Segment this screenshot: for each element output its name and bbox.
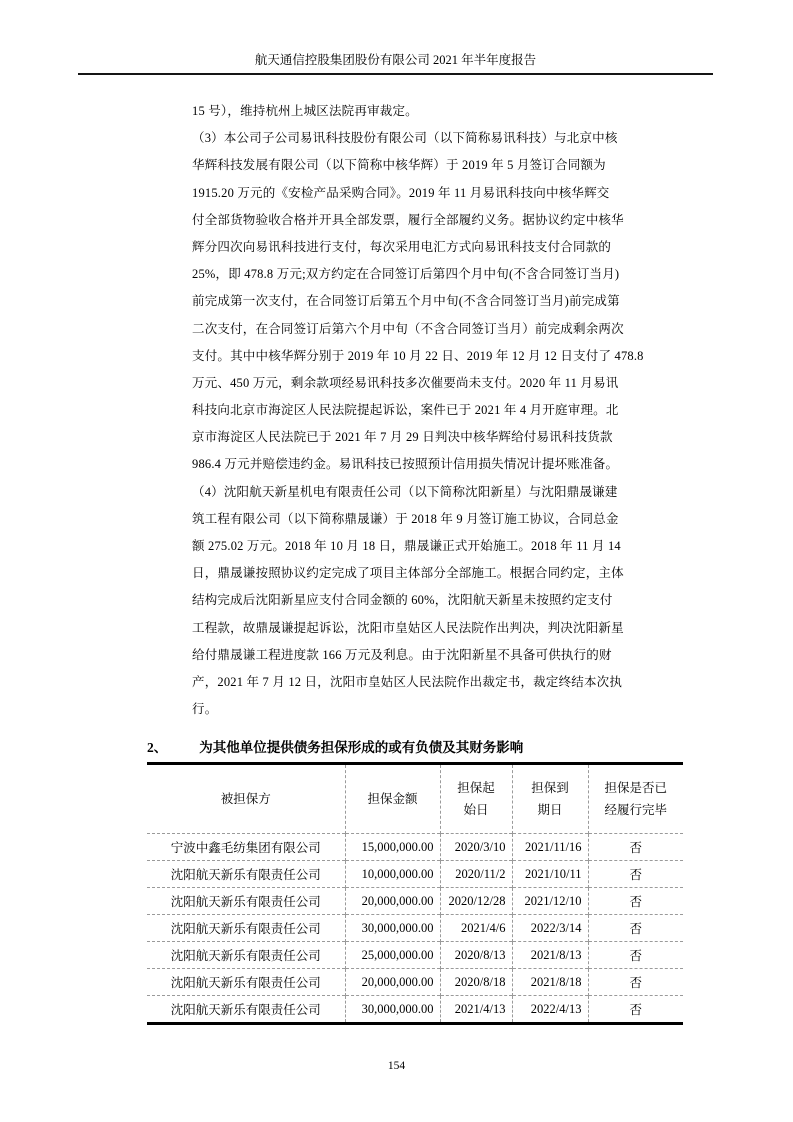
- text-line: 支付。其中中核华辉分别于 2019 年 10 月 22 日、2019 年 12 月 12 日支付了 478.8: [192, 348, 644, 363]
- table-cell: 2021/4/13: [440, 996, 512, 1024]
- text-line: 京市海淀区人民法院已于 2021 年 7 月 29 日判决中核华辉给付易讯科技货款: [192, 430, 613, 445]
- table-row: [147, 834, 683, 861]
- table-header-cell: 担保金额: [345, 764, 440, 834]
- table-cell: 沈阳航天新乐有限责任公司: [147, 861, 345, 888]
- report-header-title: 航天通信控股集团股份有限公司 2021 年半年度报告: [78, 52, 713, 75]
- table-cell: 2021/4/6: [440, 915, 512, 942]
- table-row: [147, 996, 683, 1024]
- table-cell: 否: [588, 915, 683, 942]
- section-heading: [147, 737, 683, 759]
- table-cell: 沈阳航天新乐有限责任公司: [147, 969, 345, 996]
- page-number: 154: [387, 1060, 406, 1072]
- table-cell: 否: [588, 942, 683, 969]
- section-title: 为其他单位提供债务担保形成的或有负债及其财务影响: [199, 740, 524, 755]
- table-header-cell: 担保是否已经履行完毕: [588, 764, 683, 834]
- text-line: 1915.20 万元的《安检产品采购合同》。2019 年 11 月易讯科技向中核华辉交: [192, 185, 610, 200]
- table-cell: 2021/11/16: [512, 834, 588, 861]
- table-cell: 2021/10/11: [512, 861, 588, 888]
- section-number: 2、: [147, 740, 168, 755]
- table-cell: 沈阳航天新乐有限责任公司: [147, 942, 345, 969]
- table-cell: 沈阳航天新乐有限责任公司: [147, 888, 345, 915]
- text-line: 前完成第一次支付，在合同签订后第五个月中旬(不含合同签订当月)前完成第: [192, 294, 620, 309]
- text-line: 筑工程有限公司（以下简称鼎晟谦）于 2018 年 9 月签订施工协议，合同总金: [192, 511, 619, 526]
- text-line: （4）沈阳航天新星机电有限责任公司（以下简称沈阳新星）与沈阳鼎晟谦建: [192, 484, 618, 499]
- table-cell: 否: [588, 969, 683, 996]
- table-cell: 20,000,000.00: [345, 888, 440, 915]
- table-cell: 否: [588, 996, 683, 1024]
- text-line: 额 275.02 万元。2018 年 10 月 18 日，鼎晟谦正式开始施工。2018 年 11 月 14: [192, 539, 621, 553]
- table-cell: 2022/4/13: [512, 996, 588, 1024]
- table-cell: 2021/12/10: [512, 888, 588, 915]
- table-cell: 30,000,000.00: [345, 915, 440, 942]
- text-line: 付全部货物验收合格并开具全部发票，履行全部履约义务。据协议约定中核华: [192, 212, 624, 227]
- table-cell: 2020/11/2: [440, 861, 512, 888]
- text-line: 行。: [192, 702, 218, 717]
- table-cell: 30,000,000.00: [345, 996, 440, 1024]
- body-text: [192, 98, 644, 723]
- text-line: 结构完成后沈阳新星应支付合同金额的 60%，沈阳航天新星未按照约定支付: [192, 593, 613, 608]
- text-line: 日，鼎晟谦按照协议约定完成了项目主体部分全部施工。根据合同约定，主体: [192, 566, 624, 581]
- table-header-cell: 被担保方: [220, 792, 271, 806]
- table-cell: 25,000,000.00: [345, 942, 440, 969]
- table-cell: 2020/3/10: [440, 834, 512, 861]
- table-body: [147, 834, 683, 1024]
- text-line: 华辉科技发展有限公司（以下简称中核华辉）于 2019 年 5 月签订合同额为: [192, 158, 606, 173]
- table-header-cell: 担保到期日: [512, 764, 588, 834]
- table-row: [147, 861, 683, 888]
- table-cell: 2021/8/18: [512, 969, 588, 996]
- table-header-cell: 担保起始日: [440, 764, 512, 834]
- table-cell: 2020/8/13: [440, 942, 512, 969]
- text-line: （3）本公司子公司易讯科技股份有限公司（以下简称易讯科技）与北京中核: [192, 131, 618, 146]
- text-line: 辉分四次向易讯科技进行支付，每次采用电汇方式向易讯科技支付合同款的: [192, 239, 612, 254]
- text-line: 25%，即 478.8 万元;双方约定在合同签订后第四个月中旬(不含合同签订当月): [192, 267, 620, 282]
- table-cell: 2021/8/13: [512, 942, 588, 969]
- text-line: 986.4 万元并赔偿违约金。易讯科技已按照预计信用损失情况计提坏账准备。: [192, 457, 619, 472]
- text-line: 15 号），维持杭州上城区法院再审裁定。: [192, 104, 418, 118]
- table-cell: 否: [588, 834, 683, 861]
- text-line: 给付鼎晟谦工程进度款 166 万元及利息。由于沈阳新星不具备可供执行的财: [192, 647, 612, 662]
- table-row: [147, 915, 683, 942]
- table-cell: 10,000,000.00: [345, 861, 440, 888]
- table-header-row: [147, 764, 683, 834]
- text-line: 二次支付，在合同签订后第六个月中旬（不含合同签订当月）前完成剩余两次: [192, 321, 624, 336]
- table-cell: 2022/3/14: [512, 915, 588, 942]
- text-line: 工程款，故鼎晟谦提起诉讼，沈阳市皇姑区人民法院作出判决，判决沈阳新星: [192, 620, 624, 635]
- table-cell: 20,000,000.00: [345, 969, 440, 996]
- table-cell: 2020/8/18: [440, 969, 512, 996]
- guarantee-table: [147, 762, 683, 1025]
- table-cell: 否: [588, 861, 683, 888]
- table-cell: 2020/12/28: [440, 888, 512, 915]
- text-line: 产，2021 年 7 月 12 日，沈阳市皇姑区人民法院作出裁定书，裁定终结本次执: [192, 674, 623, 689]
- table-cell: 宁波中鑫毛纺集团有限公司: [147, 834, 345, 861]
- table-cell: 否: [588, 888, 683, 915]
- table-row: [147, 942, 683, 969]
- table-cell: 15,000,000.00: [345, 834, 440, 861]
- table-cell: 沈阳航天新乐有限责任公司: [147, 915, 345, 942]
- text-line: 万元、450 万元，剩余款项经易讯科技多次催要尚未支付。2020 年 11 月易讯: [192, 375, 619, 390]
- table-cell: 沈阳航天新乐有限责任公司: [147, 996, 345, 1024]
- text-line: 科技向北京市海淀区人民法院提起诉讼，案件已于 2021 年 4 月开庭审理。北: [192, 403, 619, 418]
- table-row: [147, 888, 683, 915]
- table-row: [147, 969, 683, 996]
